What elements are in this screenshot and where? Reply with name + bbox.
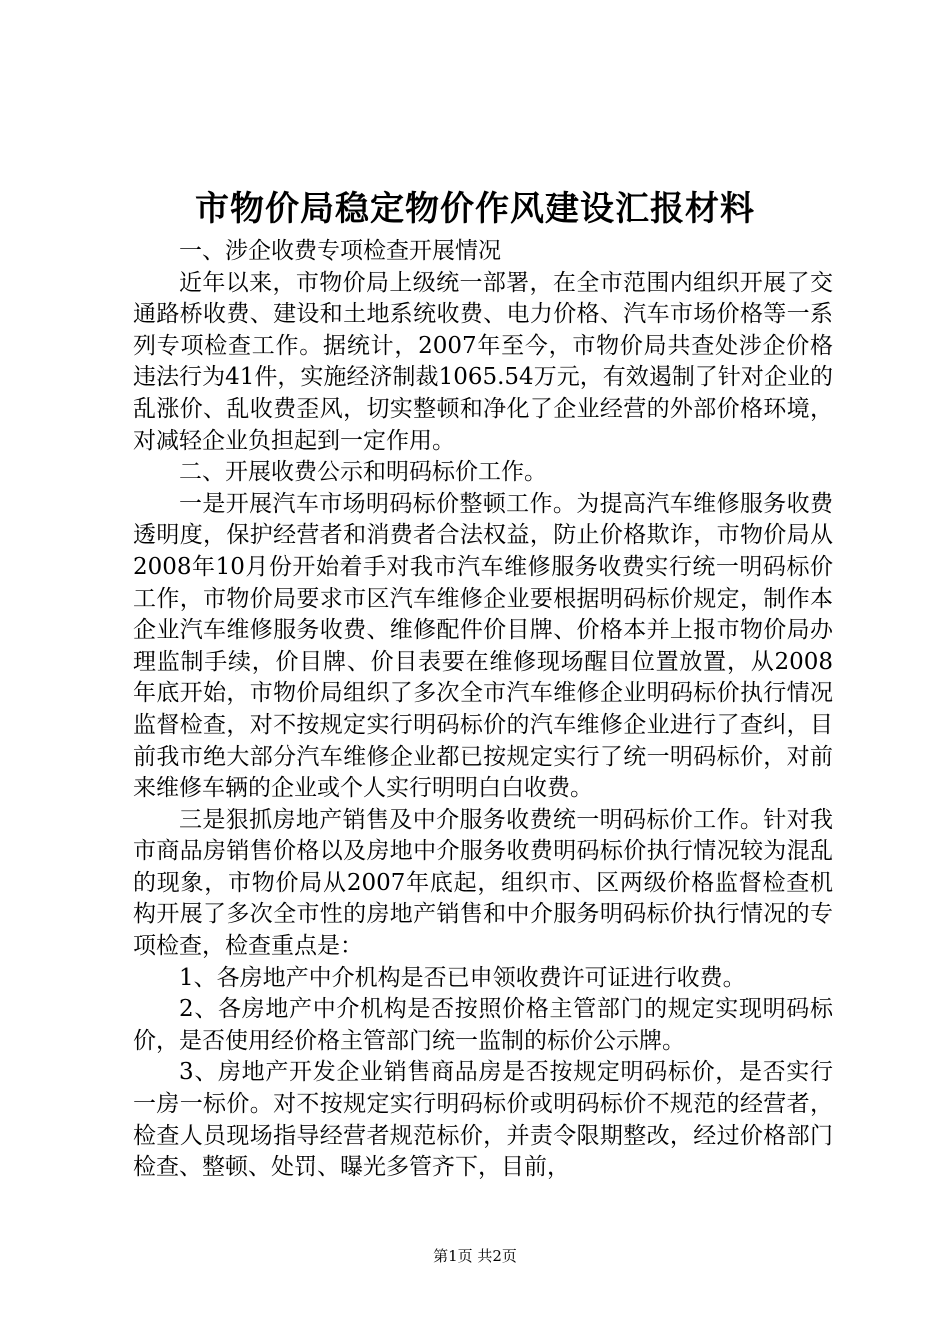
list-item: 2、各房地产中介机构是否按照价格主管部门的规定实现明码标价，是否使用经价格主管部门统一监制的标价公示牌。 [133,996,833,1054]
document-title: 市物价局稳定物价作风建设汇报材料 [195,189,755,229]
section-heading: 一、涉企收费专项检查开展情况 [179,238,501,264]
paragraph: 三是狠抓房地产销售及中介服务收费统一明码标价工作。针对我市商品房销售价格以及房地中介服务收费明码标价执行情况较为混乱的现象，市物价局从2007年底起，组织市、区两级价格监督检查机构开展了多次全市性的房地产销售和中介服务明码标价执行情况的专项检查，检查重点是： [133,806,833,960]
paragraph: 近年以来，市物价局上级统一部署，在全市范围内组织开展了交通路桥收费、建设和土地系统收费、电力价格、汽车市场价格等一系列专项检查工作。据统计，2007年至今，市物价局共查处涉企价格违法行为41件，实施经济制裁1065.54万元，有效遏制了针对企业的乱涨价、乱收费歪风，切实整顿和净化了企业经营的外部价格环境，对减轻企业负担起到一定作用。 [133,269,833,454]
section-heading: 二、开展收费公示和明码标价工作。 [179,459,547,486]
list-item: 3、房地产开发企业销售商品房是否按规定明码标价，是否实行一房一标价。对不按规定实行明码标价或明码标价不规范的经营者，检查人员现场指导经营者规范标价，并责令限期整改，经过价格部门检查、整顿、处罚、曝光多管齐下，目前， [133,1059,833,1181]
page-footer: 第1页 共2页 [433,1247,517,1265]
document-body [133,236,833,1184]
paragraph: 一是开展汽车市场明码标价整顿工作。为提高汽车维修服务收费透明度，保护经营者和消费者合法权益，防止价格欺诈，市物价局从2008年10月份开始着手对我市汽车维修服务收费实行统一明码标价工作，市物价局要求市区汽车维修企业要根据明码标价规定，制作本企业汽车维修服务收费、维修配件价目牌、价格本并上报市物价局办理监制手续，价目牌、价目表要在维修现场醒目位置放置，从2008年底开始，市物价局组织了多次全市汽车维修企业明码标价执行情况监督检查，对不按规定实行明码标价的汽车维修企业进行了查纠，目前我市绝大部分汽车维修企业都已按规定实行了统一明码标价，对前来维修车辆的企业或个人实行明明白白收费。 [133,490,833,802]
list-item: 1、各房地产中介机构是否已申领收费许可证进行收费。 [179,964,746,991]
